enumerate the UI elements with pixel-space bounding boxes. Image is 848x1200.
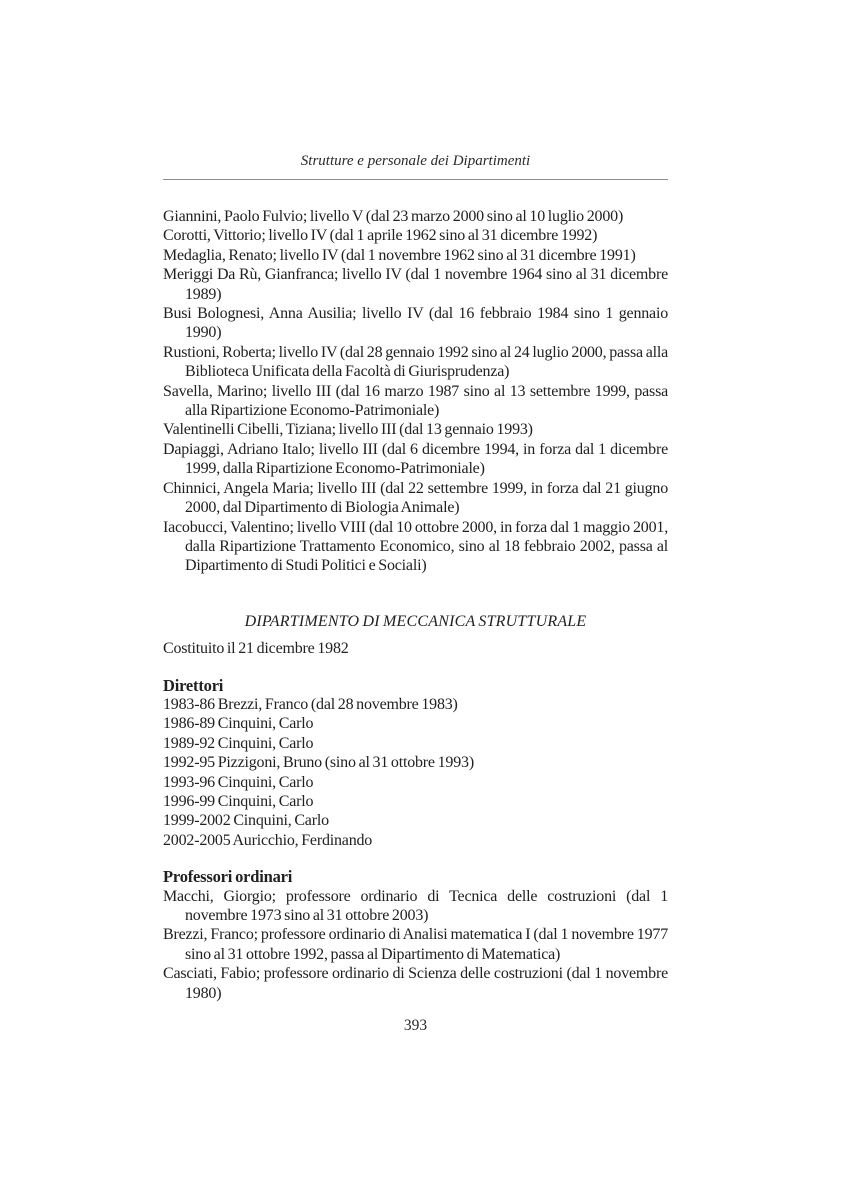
- staff-entry: Rustioni, Roberta; livello IV (dal 28 gennaio 1992 sino al 24 luglio 2000, passa alla Biblioteca Unificata della Facoltà di Giurisprudenza): [163, 343, 668, 381]
- professor-entry: Casciati, Fabio; professore ordinario di Scienza delle costruzioni (dal 1 novembre 1980): [163, 965, 668, 1002]
- directors-heading: Direttori: [163, 675, 224, 695]
- staff-entry: Corotti, Vittorio; livello IV (dal 1 aprile 1962 sino al 31 dicembre 1992): [163, 227, 598, 245]
- director-entry: 1989-92 Cinquini, Carlo: [163, 734, 314, 752]
- page-number: 393: [403, 1017, 428, 1034]
- staff-entry: Savella, Marino; livello III (dal 16 marzo 1987 sino al 13 settembre 1999, passa alla Ripartizione Economo-Patrimoniale): [163, 382, 668, 420]
- page-body: [163, 207, 668, 1003]
- director-entry: 1996-99 Cinquini, Carlo: [163, 792, 314, 810]
- staff-entry: Iacobucci, Valentino; livello VIII (dal 10 ottobre 2000, in forza dal 1 maggio 2001, dalla Ripartizione Trattamento Economico, sino al 18 febbraio 2002, passa al Dipartimento di Studi Politici e Sociali): [163, 518, 668, 575]
- professor-entry: Macchi, Giorgio; professore ordinario di Tecnica delle costruzioni (dal 1 novembre 1973 sino al 31 ottobre 2003): [163, 887, 668, 924]
- running-header-title: Strutture e personale dei Dipartimenti: [300, 153, 531, 169]
- staff-entry: Valentinelli Cibelli, Tiziana; livello III (dal 13 gennaio 1993): [163, 421, 533, 439]
- constituted-line: Costituito il 21 dicembre 1982: [163, 640, 349, 658]
- staff-entry: Giannini, Paolo Fulvio; livello V (dal 23 marzo 2000 sino al 10 luglio 2000): [163, 208, 624, 225]
- section-title: DIPARTIMENTO DI MECCANICA STRUTTURALE: [244, 612, 587, 630]
- running-header: [163, 152, 668, 180]
- staff-entry: Chinnici, Angela Maria; livello III (dal 22 settembre 1999, in forza dal 21 giugno 2000, dal Dipartimento di Biologia Animale): [163, 479, 668, 517]
- staff-entry: Dapiaggi, Adriano Italo; livello III (dal 6 dicembre 1994, in forza dal 1 dicembre 1999, dalla Ripartizione Economo-Patrimoniale): [163, 440, 668, 478]
- director-entry: 2002-2005 Auricchio, Ferdinando: [163, 831, 373, 849]
- director-entry: 1992-95 Pizzigoni, Bruno (sino al 31 ottobre 1993): [163, 754, 474, 772]
- staff-entry: Meriggi Da Rù, Gianfranca; livello IV (dal 1 novembre 1964 sino al 31 dicembre 1989): [163, 266, 668, 303]
- professor-entry: Brezzi, Franco; professore ordinario di Analisi matematica I (dal 1 novembre 1977 sino al 31 ottobre 1992, passa al Dipartimento di Matematica): [163, 926, 668, 963]
- staff-entry: Medaglia, Renato; livello IV (dal 1 novembre 1962 sino al 31 dicembre 1991): [163, 246, 636, 264]
- director-entry: 1986-89 Cinquini, Carlo: [163, 715, 314, 733]
- director-entry: 1999-2002 Cinquini, Carlo: [163, 812, 329, 830]
- professors-heading: Professori ordinari: [163, 867, 293, 887]
- staff-entry: Busi Bolognesi, Anna Ausilia; livello IV (dal 16 febbraio 1984 sino 1 gennaio 1990): [163, 305, 668, 342]
- director-entry: 1993-96 Cinquini, Carlo: [163, 773, 314, 791]
- director-entry: 1983-86 Brezzi, Franco (dal 28 novembre 1983): [163, 695, 458, 713]
